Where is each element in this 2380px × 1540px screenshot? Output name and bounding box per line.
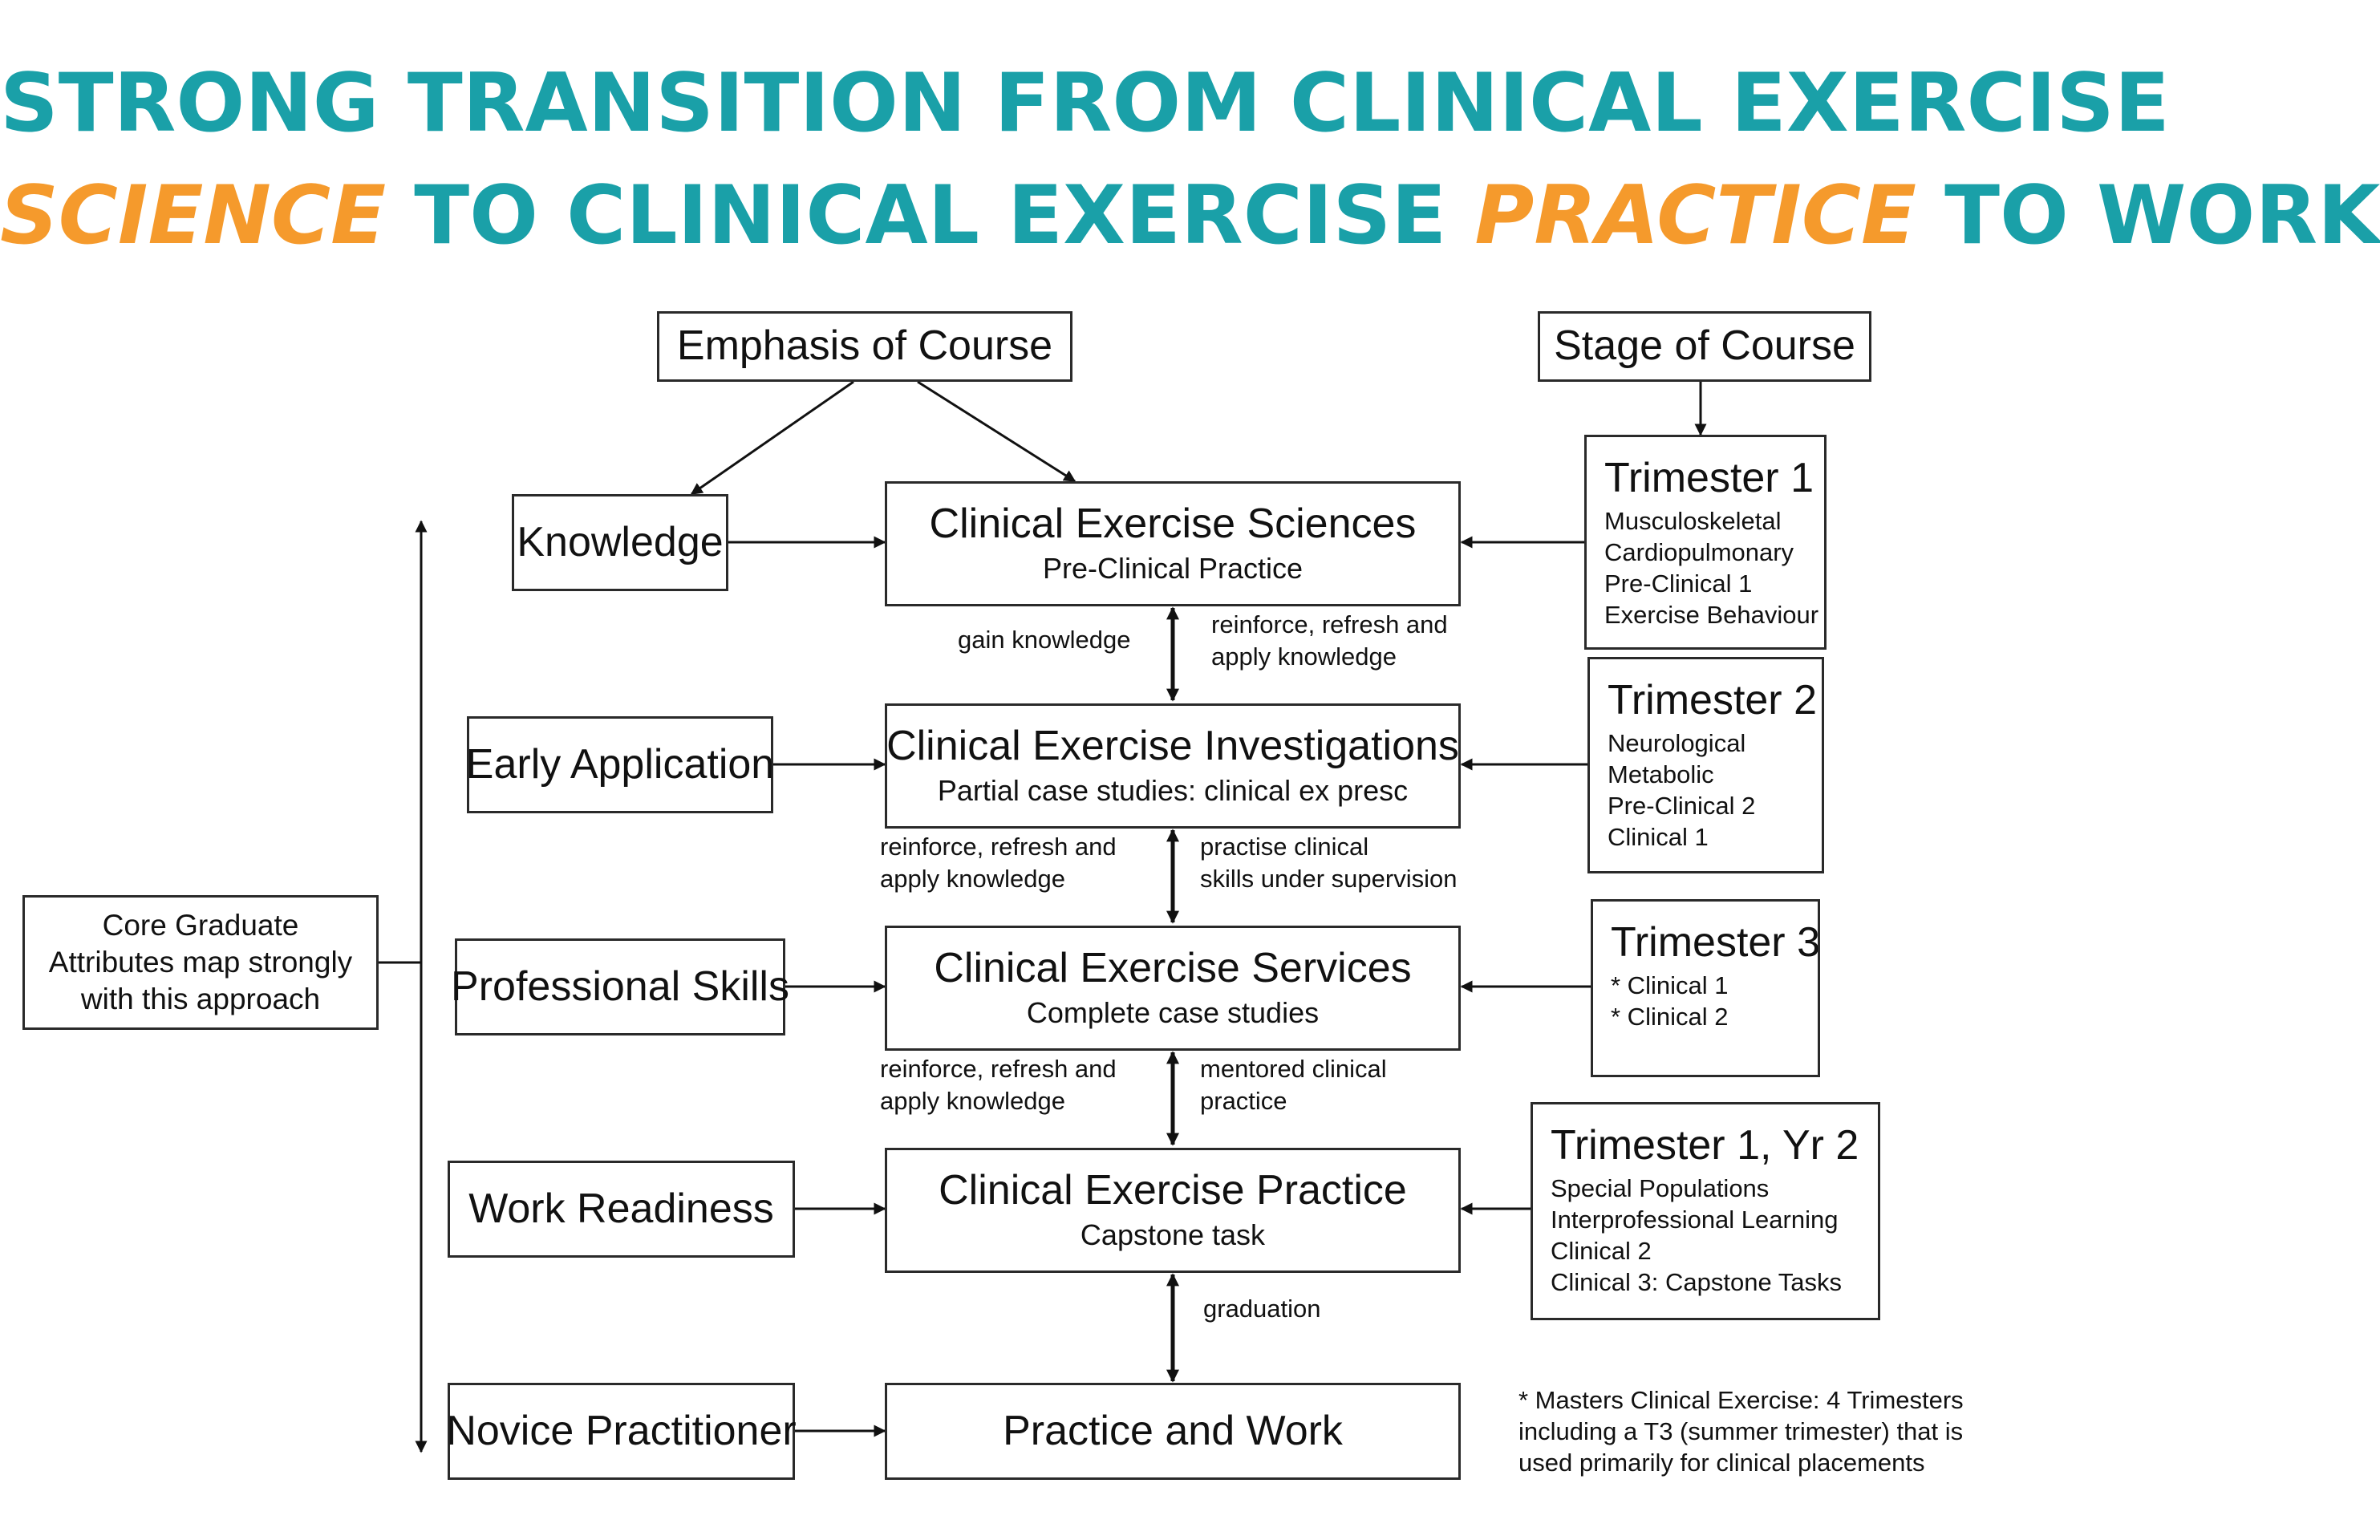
core-line-2: Attributes map strongly [48, 946, 353, 979]
stage-header [1538, 311, 1871, 382]
emphasis-professional-skills-label: Professional Skills [451, 962, 789, 1010]
center-clinical-exercise-services [885, 926, 1461, 1051]
title-to-work: TO WORK [1916, 168, 2380, 262]
emphasis-early-application [467, 716, 773, 813]
arrow-emphasis-to-knowledge [691, 382, 853, 494]
trimester-2-box [1587, 657, 1824, 873]
trimester-item: * Clinical 2 [1611, 1002, 1729, 1031]
trimester-item: * Clinical 1 [1611, 971, 1729, 999]
emphasis-header [657, 311, 1072, 382]
emphasis-work-readiness-label: Work Readiness [468, 1185, 774, 1232]
trimester-1-box [1584, 435, 1827, 650]
trimester-item: Exercise Behaviour [1604, 600, 1819, 629]
label-practise-clinical: practise clinical skills under supervision [1200, 833, 1458, 893]
footnote-line: including a T3 (summer trimester) that is [1518, 1417, 1964, 1445]
center-subtitle: Partial case studies: clinical ex presc [937, 774, 1409, 808]
trimester-item: Clinical 2 [1551, 1236, 1652, 1265]
title-practice: PRACTICE [1474, 168, 1916, 262]
trimester-item: Pre-Clinical 1 [1604, 569, 1753, 598]
label-mentored-clinical: mentored clinical practice [1200, 1055, 1387, 1115]
center-clinical-exercise-practice [885, 1148, 1461, 1273]
trimester-item: Pre-Clinical 2 [1608, 791, 1756, 820]
center-title: Clinical Exercise Practice [939, 1166, 1407, 1214]
label-reinforce-2: reinforce, refresh and apply knowledge [880, 833, 1117, 893]
title-line-1: STRONG TRANSITION FROM CLINICAL EXERCISE [0, 55, 2170, 150]
label-reinforce-1: reinforce, refresh and apply knowledge [1211, 610, 1448, 671]
center-subtitle: Pre-Clinical Practice [1042, 552, 1304, 586]
emphasis-early-application-label: Early Application [465, 740, 775, 788]
title-to-clinical-exercise: TO CLINICAL EXERCISE [386, 168, 1475, 262]
trimester-item: Special Populations [1551, 1173, 1770, 1202]
center-clinical-exercise-investigations [885, 703, 1461, 829]
trimester-head: Trimester 3 [1611, 919, 1820, 966]
center-title: Clinical Exercise Investigations [886, 722, 1459, 769]
trimester-head: Trimester 1 [1604, 455, 1814, 501]
label-graduation: graduation [1203, 1295, 1321, 1323]
center-practice-and-work [885, 1383, 1461, 1480]
center-subtitle: Complete case studies [1026, 996, 1320, 1030]
emphasis-knowledge [512, 494, 728, 591]
emphasis-header-label: Emphasis of Course [676, 322, 1053, 370]
core-graduate-box [22, 895, 379, 1030]
center-title: Clinical Exercise Sciences [929, 500, 1417, 547]
trimester-head: Trimester 2 [1608, 677, 1817, 723]
title-science: SCIENCE [0, 168, 387, 262]
trimester-head: Trimester 1, Yr 2 [1551, 1122, 1859, 1169]
trimester-3-box [1591, 899, 1820, 1077]
arrow-emphasis-to-sciences [918, 382, 1075, 481]
emphasis-novice-practitioner-label: Novice Practitioner [446, 1407, 797, 1454]
center-title: Practice and Work [1003, 1407, 1343, 1454]
core-line-3: with this approach [80, 983, 321, 1015]
label-reinforce-3: reinforce, refresh and apply knowledge [880, 1055, 1117, 1115]
emphasis-professional-skills [451, 938, 789, 1035]
center-subtitle: Capstone task [1080, 1218, 1266, 1252]
trimester-item: Interprofessional Learning [1551, 1205, 1839, 1234]
trimester-item: Musculoskeletal [1604, 506, 1782, 535]
footnote-line: used primarily for clinical placements [1518, 1449, 1925, 1477]
trimester-item: Neurological [1608, 728, 1746, 757]
center-clinical-exercise-sciences [885, 481, 1461, 606]
stage-header-label: Stage of Course [1554, 322, 1855, 370]
trimester-yr2-box [1531, 1102, 1880, 1320]
emphasis-work-readiness [448, 1161, 795, 1258]
core-line-1: Core Graduate [102, 909, 299, 942]
footnote [1518, 1384, 1964, 1478]
emphasis-novice-practitioner [448, 1383, 795, 1480]
trimester-item: Cardiopulmonary [1604, 537, 1794, 566]
emphasis-knowledge-label: Knowledge [517, 518, 724, 565]
trimester-item: Metabolic [1608, 760, 1714, 788]
trimester-item: Clinical 3: Capstone Tasks [1551, 1267, 1842, 1296]
label-gain-knowledge: gain knowledge [958, 626, 1131, 654]
footnote-line: * Masters Clinical Exercise: 4 Trimesters [1518, 1386, 1964, 1414]
center-title: Clinical Exercise Services [934, 944, 1412, 991]
trimester-item: Clinical 1 [1608, 822, 1709, 851]
